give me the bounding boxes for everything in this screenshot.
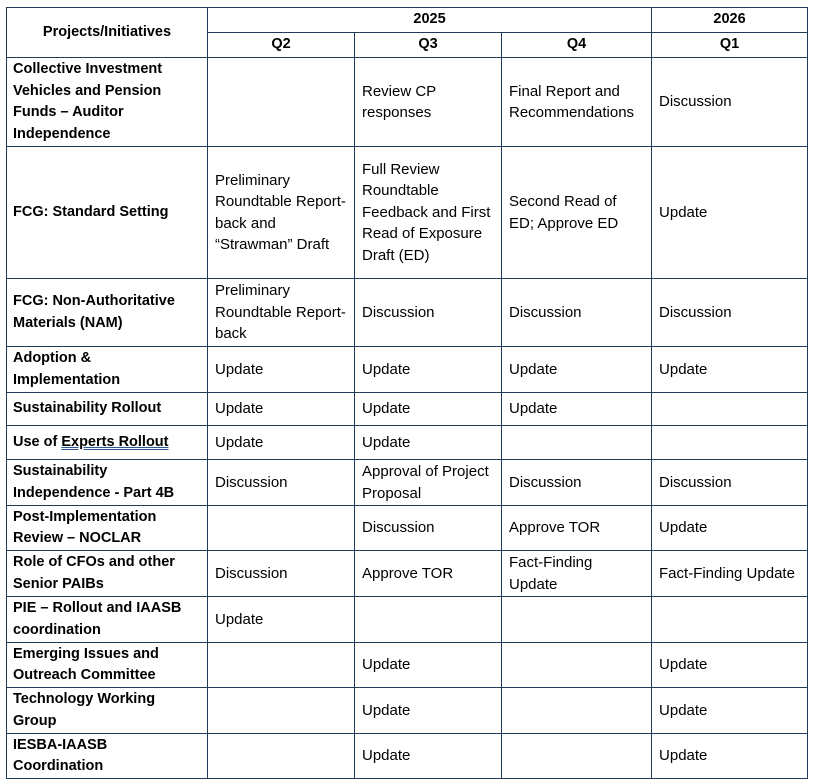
projects-header: Projects/Initiatives xyxy=(7,8,208,58)
q4-header: Q4 xyxy=(502,33,652,58)
project-name xyxy=(7,426,208,460)
q2-cell: Discussion xyxy=(208,551,355,597)
project-name: Adoption & Implementation xyxy=(7,347,208,393)
q4-cell: Update xyxy=(502,393,652,426)
q4-cell: Discussion xyxy=(502,279,652,347)
q4-cell: Final Report and Recommendations xyxy=(502,58,652,147)
q2-cell xyxy=(208,688,355,734)
table-row xyxy=(7,460,808,506)
q1-header: Q1 xyxy=(652,33,808,58)
q1-cell xyxy=(652,426,808,460)
q4-cell xyxy=(502,643,652,688)
q2-cell: Update xyxy=(208,597,355,643)
q3-cell xyxy=(355,597,502,643)
work-plan-table xyxy=(6,7,808,779)
q1-cell xyxy=(652,597,808,643)
year-2025-header: 2025 xyxy=(208,8,652,33)
q4-cell: Approve TOR xyxy=(502,506,652,551)
table-row xyxy=(7,147,808,279)
project-name: Post-Implementation Review – NOCLAR xyxy=(7,506,208,551)
q1-cell: Update xyxy=(652,147,808,279)
q2-cell xyxy=(208,58,355,147)
q4-cell: Discussion xyxy=(502,460,652,506)
project-name-prefix: Use of xyxy=(13,433,62,450)
q3-cell: Update xyxy=(355,688,502,734)
q2-cell: Update xyxy=(208,393,355,426)
table-row xyxy=(7,506,808,551)
q2-cell: Preliminary Roundtable Report-back xyxy=(208,279,355,347)
q4-cell xyxy=(502,688,652,734)
q4-cell: Second Read of ED; Approve ED xyxy=(502,147,652,279)
project-name: Sustainability Independence - Part 4B xyxy=(7,460,208,506)
q3-cell: Approval of Project Proposal xyxy=(355,460,502,506)
project-name: IESBA-IAASB Coordination xyxy=(7,734,208,779)
q2-cell xyxy=(208,643,355,688)
q3-cell: Update xyxy=(355,347,502,393)
q3-cell: Discussion xyxy=(355,279,502,347)
q4-cell: Update xyxy=(502,347,652,393)
year-2026-header: 2026 xyxy=(652,8,808,33)
q1-cell: Update xyxy=(652,734,808,779)
q3-cell: Full Review Roundtable Feedback and First Read of Exposure Draft (ED) xyxy=(355,147,502,279)
q3-cell: Update xyxy=(355,734,502,779)
q2-cell xyxy=(208,506,355,551)
q1-cell: Update xyxy=(652,506,808,551)
q4-cell: Fact-Finding Update xyxy=(502,551,652,597)
q3-cell: Review CP responses xyxy=(355,58,502,147)
table-row xyxy=(7,688,808,734)
q1-cell: Fact-Finding Update xyxy=(652,551,808,597)
table-row xyxy=(7,279,808,347)
q3-cell: Approve TOR xyxy=(355,551,502,597)
project-name: FCG: Non-Authoritative Materials (NAM) xyxy=(7,279,208,347)
table-row xyxy=(7,643,808,688)
q4-cell xyxy=(502,426,652,460)
q1-cell: Update xyxy=(652,688,808,734)
table-row xyxy=(7,734,808,779)
q2-header: Q2 xyxy=(208,33,355,58)
q4-cell xyxy=(502,734,652,779)
q4-cell xyxy=(502,597,652,643)
table-row xyxy=(7,597,808,643)
q1-cell: Discussion xyxy=(652,460,808,506)
q3-cell: Discussion xyxy=(355,506,502,551)
project-name: Role of CFOs and other Senior PAIBs xyxy=(7,551,208,597)
project-name: Technology Working Group xyxy=(7,688,208,734)
project-name: Sustainability Rollout xyxy=(7,393,208,426)
q3-cell: Update xyxy=(355,643,502,688)
q3-cell: Update xyxy=(355,393,502,426)
q2-cell: Update xyxy=(208,426,355,460)
project-name: FCG: Standard Setting xyxy=(7,147,208,279)
project-name: Emerging Issues and Outreach Committee xyxy=(7,643,208,688)
project-name: PIE – Rollout and IAASB coordination xyxy=(7,597,208,643)
q1-cell xyxy=(652,393,808,426)
q2-cell: Discussion xyxy=(208,460,355,506)
table-row xyxy=(7,393,808,426)
table-row xyxy=(7,426,808,460)
q1-cell: Discussion xyxy=(652,58,808,147)
q3-cell: Update xyxy=(355,426,502,460)
q1-cell: Update xyxy=(652,643,808,688)
q3-header: Q3 xyxy=(355,33,502,58)
q1-cell: Discussion xyxy=(652,279,808,347)
table-row xyxy=(7,347,808,393)
project-name: Collective Investment Vehicles and Pension Funds – Auditor Independence xyxy=(7,58,208,147)
table-row xyxy=(7,551,808,597)
q1-cell: Update xyxy=(652,347,808,393)
q2-cell: Preliminary Roundtable Report-back and “Strawman” Draft xyxy=(208,147,355,279)
table-row xyxy=(7,58,808,147)
project-name-underlined: Experts Rollout xyxy=(61,433,169,450)
q2-cell xyxy=(208,734,355,779)
q2-cell: Update xyxy=(208,347,355,393)
